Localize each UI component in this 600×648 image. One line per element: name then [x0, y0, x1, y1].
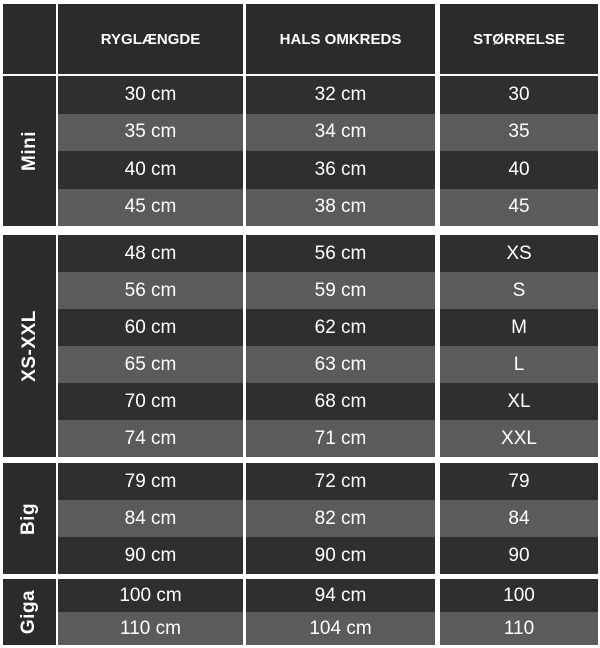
- column-header: HALS OMKREDS: [246, 4, 435, 74]
- table-cell: 60 cm: [58, 309, 243, 346]
- table-cell: 45 cm: [58, 189, 243, 227]
- table-cell: 59 cm: [246, 272, 435, 309]
- group-label: XS-XXL: [18, 310, 40, 382]
- group-label-cell: [3, 235, 56, 457]
- table-cell: 56 cm: [246, 235, 435, 272]
- table-cell: XS: [440, 235, 598, 272]
- table-cell: 30 cm: [58, 76, 243, 114]
- table-cell: 100: [440, 579, 598, 612]
- table-cell: 84: [440, 500, 598, 537]
- group-label: Mini: [18, 131, 40, 171]
- table-cell: 34 cm: [246, 114, 435, 152]
- table-cell: 90: [440, 537, 598, 574]
- table-cell: S: [440, 272, 598, 309]
- group-label: Big: [18, 502, 40, 535]
- table-cell: 100 cm: [58, 579, 243, 612]
- table-cell: L: [440, 346, 598, 383]
- table-cell: 79: [440, 463, 598, 500]
- table-cell: 68 cm: [246, 383, 435, 420]
- group-label-cell: [3, 76, 56, 226]
- table-cell: 63 cm: [246, 346, 435, 383]
- table-cell: 94 cm: [246, 579, 435, 612]
- table-cell: XL: [440, 383, 598, 420]
- table-cell: 84 cm: [58, 500, 243, 537]
- table-cell: M: [440, 309, 598, 346]
- table-cell: 110 cm: [58, 612, 243, 645]
- table-cell: 35 cm: [58, 114, 243, 152]
- table-cell: 79 cm: [58, 463, 243, 500]
- table-cell: 30: [440, 76, 598, 114]
- table-cell: 56 cm: [58, 272, 243, 309]
- table-cell: 32 cm: [246, 76, 435, 114]
- column-header: RYGLÆNGDE: [58, 4, 243, 74]
- column-header: STØRRELSE: [440, 4, 598, 74]
- table-cell: 110: [440, 612, 598, 645]
- table-cell: 70 cm: [58, 383, 243, 420]
- table-cell: 65 cm: [58, 346, 243, 383]
- corner-cell: [3, 4, 56, 74]
- table-cell: 71 cm: [246, 420, 435, 457]
- table-cell: 72 cm: [246, 463, 435, 500]
- group-label: Giga: [18, 589, 40, 635]
- table-cell: 90 cm: [246, 537, 435, 574]
- table-cell: 82 cm: [246, 500, 435, 537]
- table-cell: 35: [440, 114, 598, 152]
- table-cell: 90 cm: [58, 537, 243, 574]
- table-cell: 38 cm: [246, 189, 435, 227]
- table-cell: 40 cm: [58, 151, 243, 189]
- table-cell: 104 cm: [246, 612, 435, 645]
- table-cell: XXL: [440, 420, 598, 457]
- group-label-cell: [3, 579, 56, 645]
- table-cell: 40: [440, 151, 598, 189]
- table-cell: 62 cm: [246, 309, 435, 346]
- table-cell: 48 cm: [58, 235, 243, 272]
- table-cell: 36 cm: [246, 151, 435, 189]
- group-label-cell: [3, 463, 56, 574]
- table-cell: 74 cm: [58, 420, 243, 457]
- table-cell: 45: [440, 189, 598, 227]
